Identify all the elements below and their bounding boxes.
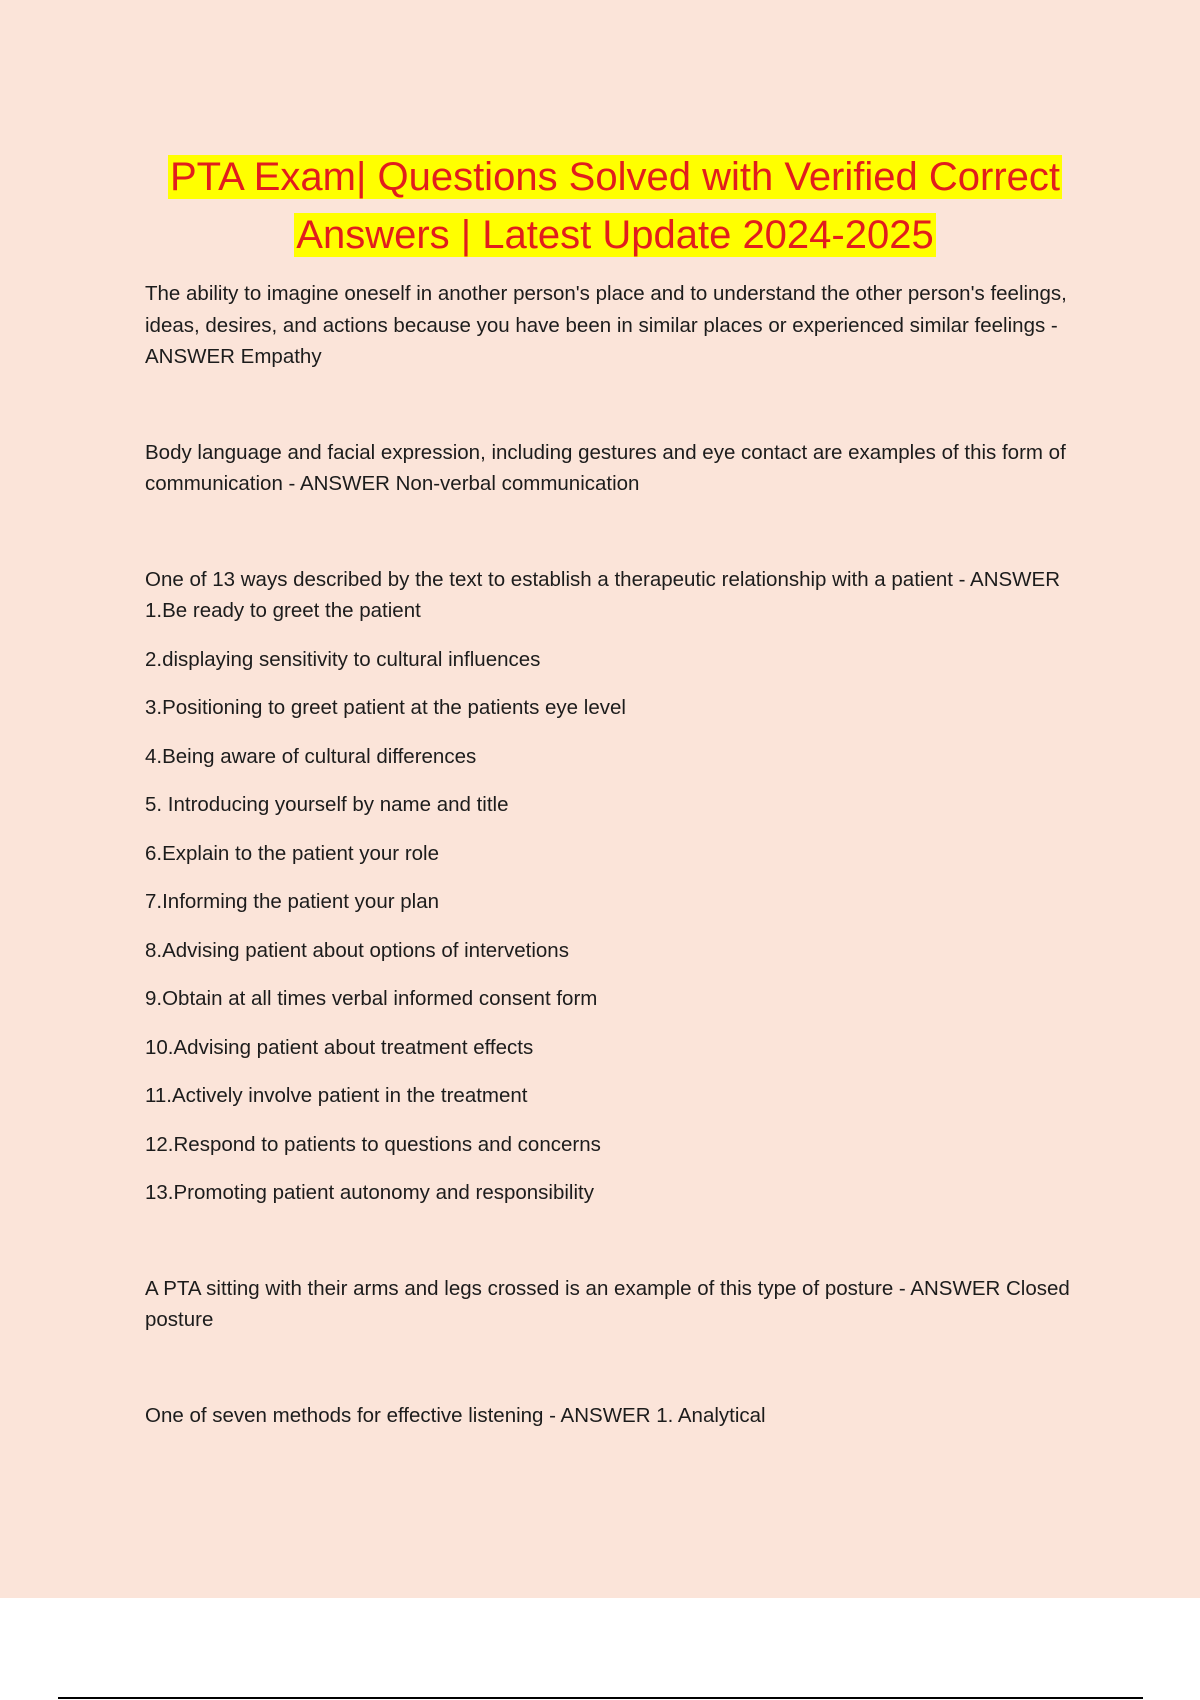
list-item: 13.Promoting patient autonomy and responsibility [145,1181,594,1204]
list-item: 12.Respond to patients to questions and concerns [145,1132,601,1156]
therapeutic-ways-list [145,644,1075,1209]
list-item: 11.Actively involve patient in the treatment [145,1084,528,1107]
list-item: 2.displaying sensitivity to cultural influences [145,647,541,671]
list-item: 5. Introducing yourself by name and title [145,793,509,816]
question-therapeutic-relationship: One of 13 ways described by the text to establish a therapeutic relationship with a patient - ANSWER 1.Be ready to greet the patient [145,567,1061,622]
page-title [140,148,1090,264]
question-closed-posture: A PTA sitting with their arms and legs crossed is an example of this type of posture - ANSWER Closed posture [145,1276,1070,1331]
qa-content [145,278,1075,1431]
list-item: 7.Informing the patient your plan [145,890,440,913]
list-item: 10.Advising patient about treatment effects [145,1035,534,1059]
list-item: 9.Obtain at all times verbal informed consent form [145,987,598,1010]
question-nonverbal: Body language and facial expression, including gestures and eye contact are examples of this form of communication - ANSWER Non-verbal communication [145,440,1066,495]
page-divider [58,1697,1143,1699]
list-item: 6.Explain to the patient your role [145,841,440,865]
list-item: 8.Advising patient about options of intervetions [145,938,569,962]
list-item: 4.Being aware of cultural differences [145,744,477,768]
title-line-2: Answers | Latest Update 2024-2025 [296,213,934,257]
question-effective-listening: One of seven methods for effective listening - ANSWER 1. Analytical [145,1403,766,1427]
title-line-1: PTA Exam| Questions Solved with Verified Correct [169,155,1061,199]
question-empathy: The ability to imagine oneself in another person's place and to understand the other person's feelings, ideas, desires, and actions because you have been in similar places or experienced similar feelings - ANSWER Empathy [145,282,1067,368]
list-item: 3.Positioning to greet patient at the patients eye level [145,696,626,719]
